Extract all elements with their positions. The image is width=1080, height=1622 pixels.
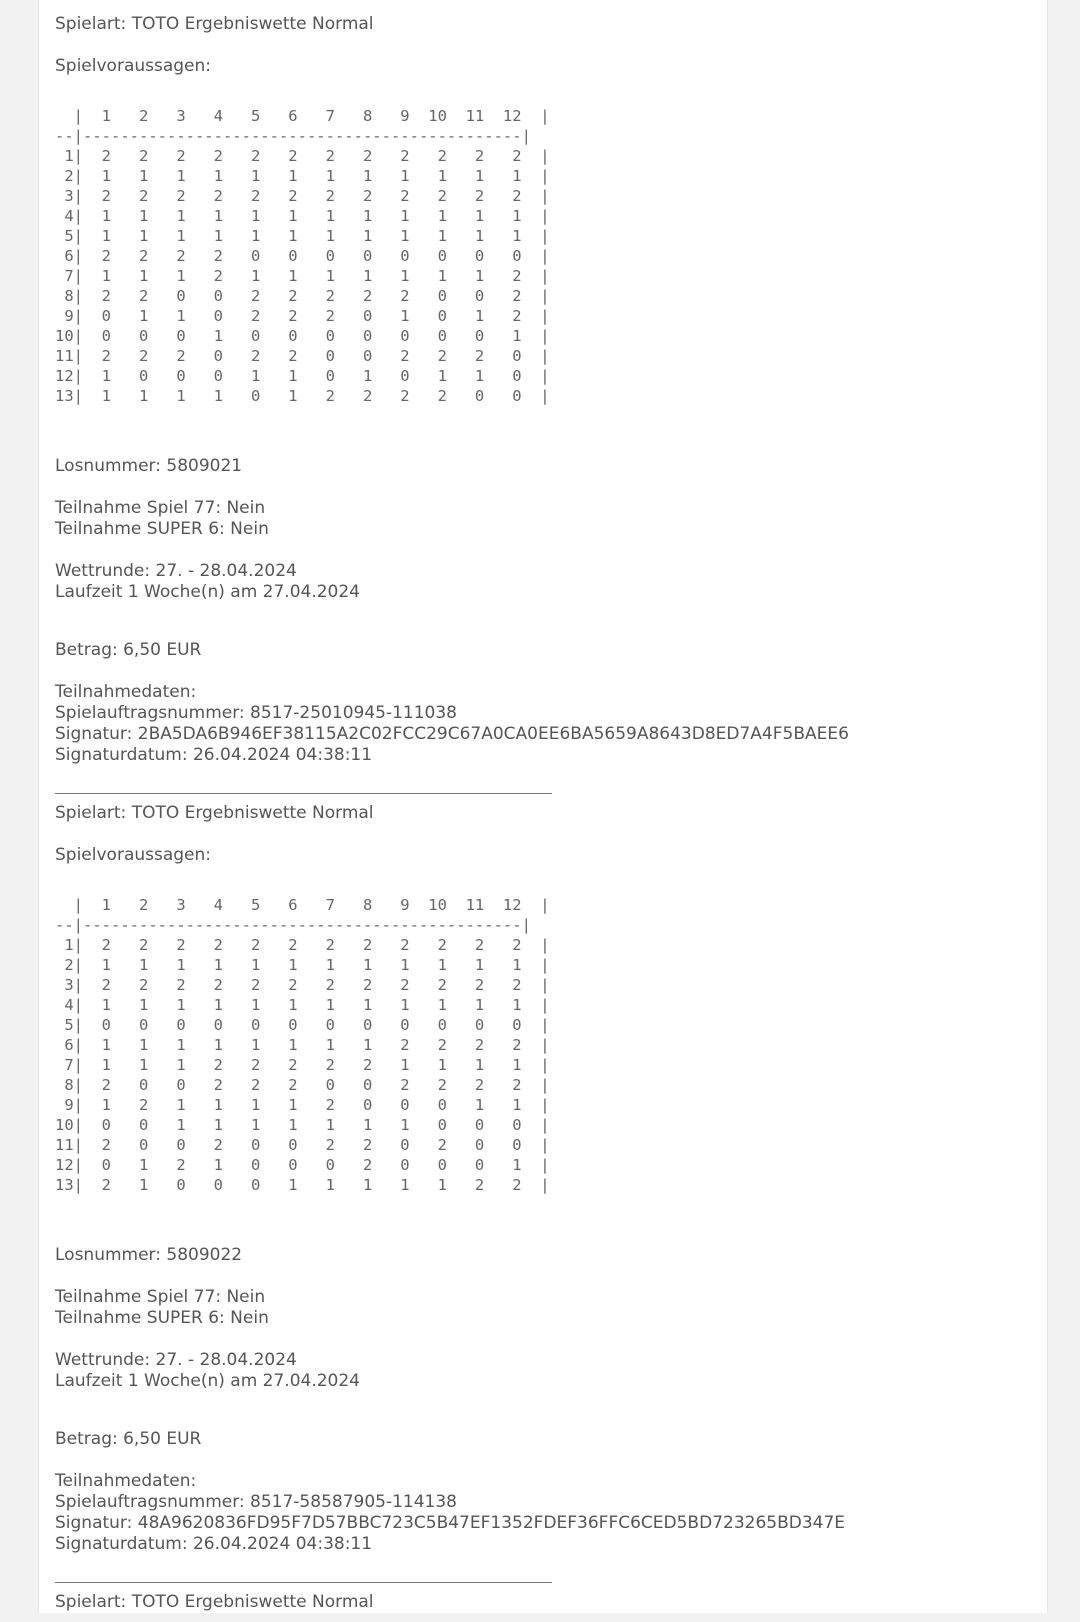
signaturdatum-line: Signaturdatum: 26.04.2024 04:38:11 bbox=[55, 1534, 373, 1554]
ticket-2 bbox=[55, 803, 1031, 1592]
separator-line bbox=[55, 1582, 552, 1583]
prediction-table: | 1 2 3 4 5 6 7 8 9 10 11 12 | --|-----------------------------------------------| 1| 2 2 2 2 2 2 2 2 2 2 2 2 | 2| 1 1 1 1 1 1 1 1 1 1 1 1 | 3| 2 2 2 2 2 2 2 2 2 2 2 2 | 4| 1 1 1 1 1 1 1 1 1 1 1 1 | 5| 1 1 1 1 1 1 1 1 1 1 1 1 | 6| 2 2 2 2 0 0 0 0 0 0 0 0 | 7| 1 1 1 2 1 1 1 1 1 1 1 2 | 8| 2 2 0 0 2 2 2 2 2 0 0 2 | 9| 0 1 1 0 2 2 2 0 1 0 1 2 | 10| 0 0 0 1 0 0 0 0 0 0 0 1 | 11| 2 2 2 0 2 2 0 0 2 2 2 0 | 12| 1 0 0 0 1 1 0 1 0 1 1 0 | 13| 1 1 1 1 0 1 2 2 2 2 0 0 | bbox=[55, 107, 550, 405]
spielvoraussagen-heading: Spielvoraussagen: bbox=[55, 56, 212, 76]
wettrunde-line: Wettrunde: 27. - 28.04.2024 bbox=[55, 1350, 297, 1370]
spiel77-line: Teilnahme Spiel 77: Nein bbox=[55, 1287, 266, 1307]
spielauftragsnummer-line: Spielauftragsnummer: 8517-58587905-114138 bbox=[55, 1492, 457, 1512]
email-body bbox=[38, 0, 1048, 1613]
signatur-line: Signatur: 2BA5DA6B946EF38115A2C02FCC29C67A0CA0EE6BA5659A8643D8ED7A4F5BAEE6 bbox=[55, 724, 849, 744]
wettrunde-line: Wettrunde: 27. - 28.04.2024 bbox=[55, 561, 297, 581]
spielvoraussagen-heading: Spielvoraussagen: bbox=[55, 845, 212, 865]
spielart-line: Spielart: TOTO Ergebniswette Normal bbox=[55, 14, 374, 34]
losnummer-line: Losnummer: 5809021 bbox=[55, 456, 243, 476]
super6-line: Teilnahme SUPER 6: Nein bbox=[55, 519, 269, 539]
super6-line: Teilnahme SUPER 6: Nein bbox=[55, 1308, 269, 1328]
laufzeit-line: Laufzeit 1 Woche(n) am 27.04.2024 bbox=[55, 582, 360, 602]
separator-line bbox=[55, 793, 552, 794]
spiel77-line: Teilnahme Spiel 77: Nein bbox=[55, 498, 266, 518]
teilnahmedaten-heading: Teilnahmedaten: bbox=[55, 682, 197, 702]
teilnahmedaten-heading: Teilnahmedaten: bbox=[55, 1471, 197, 1491]
signaturdatum-line: Signaturdatum: 26.04.2024 04:38:11 bbox=[55, 745, 373, 765]
betrag-line: Betrag: 6,50 EUR bbox=[55, 640, 202, 660]
losnummer-line: Losnummer: 5809022 bbox=[55, 1245, 243, 1265]
prediction-table: | 1 2 3 4 5 6 7 8 9 10 11 12 | --|-----------------------------------------------| 1| 2 2 2 2 2 2 2 2 2 2 2 2 | 2| 1 1 1 1 1 1 1 1 1 1 1 1 | 3| 2 2 2 2 2 2 2 2 2 2 2 2 | 4| 1 1 1 1 1 1 1 1 1 1 1 1 | 5| 0 0 0 0 0 0 0 0 0 0 0 0 | 6| 1 1 1 1 1 1 1 1 2 2 2 2 | 7| 1 1 1 2 2 2 2 2 1 1 1 1 | 8| 2 0 0 2 2 2 0 0 2 2 2 2 | 9| 1 2 1 1 1 1 2 0 0 0 1 1 | 10| 0 0 1 1 1 1 1 1 1 0 0 0 | 11| 2 0 0 2 0 0 2 2 0 2 0 0 | 12| 0 1 2 1 0 0 0 2 0 0 0 1 | 13| 2 1 0 0 0 1 1 1 1 1 2 2 | bbox=[55, 896, 550, 1194]
laufzeit-line: Laufzeit 1 Woche(n) am 27.04.2024 bbox=[55, 1371, 360, 1391]
ticket-list bbox=[55, 0, 1031, 1622]
spielart-line: Spielart: TOTO Ergebniswette Normal bbox=[55, 1592, 374, 1612]
betrag-line: Betrag: 6,50 EUR bbox=[55, 1429, 202, 1449]
signatur-line: Signatur: 48A9620836FD95F7D57BBC723C5B47EF1352FDEF36FFC6CED5BD723265BD347E bbox=[55, 1513, 846, 1533]
ticket-1 bbox=[55, 14, 1031, 803]
spielart-line: Spielart: TOTO Ergebniswette Normal bbox=[55, 803, 374, 823]
spielauftragsnummer-line: Spielauftragsnummer: 8517-25010945-111038 bbox=[55, 703, 457, 723]
ticket-3 bbox=[55, 1592, 1031, 1622]
